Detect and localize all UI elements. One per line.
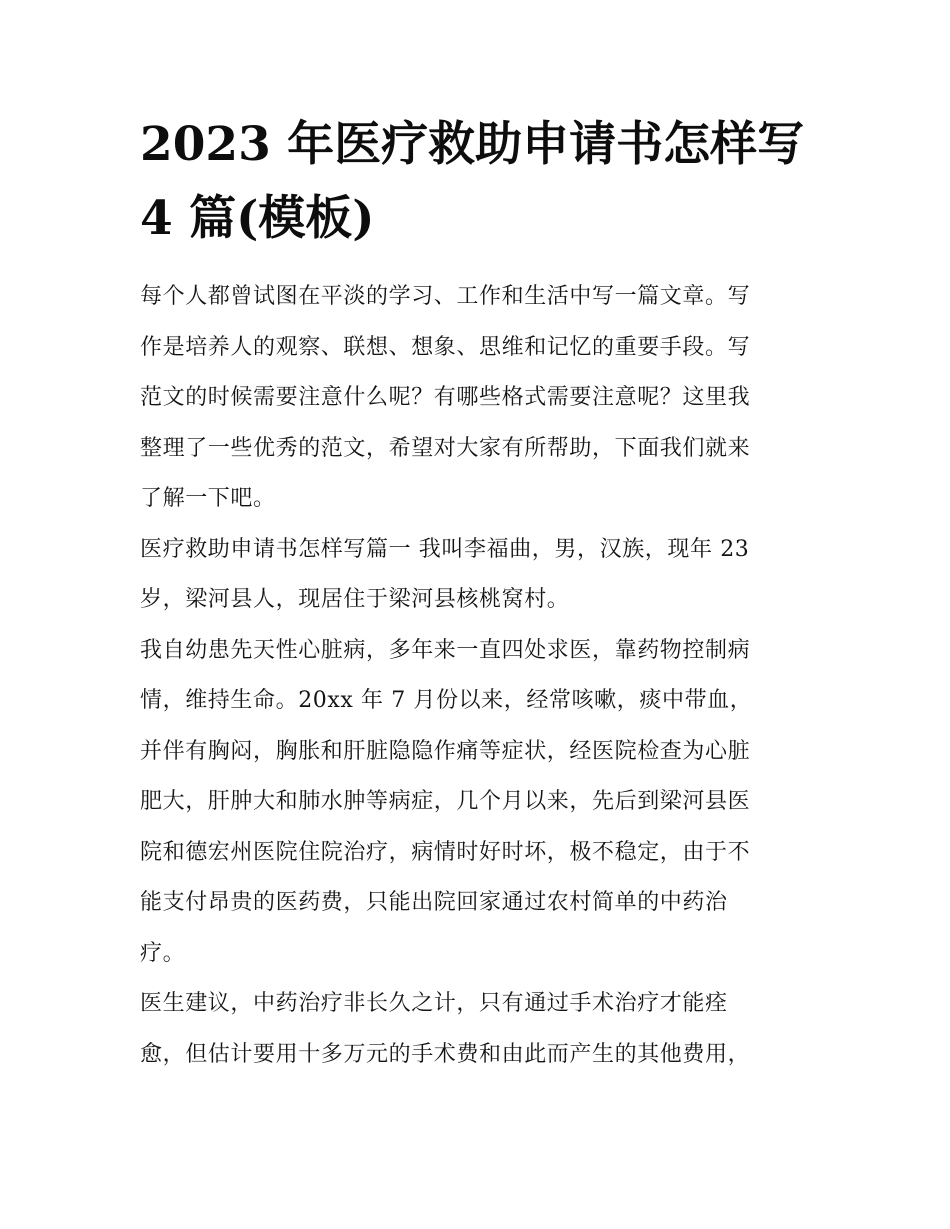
text-line: 能支付昂贵的医药费，只能出院回家通过农村简单的中药治	[140, 890, 728, 915]
applicant-info-paragraph	[140, 525, 820, 626]
text-line: 院和德宏州医院住院治疗，病情时好时坏，极不稳定，由于不	[140, 839, 751, 865]
text-line: 每个人都曾试图在平淡的学习、工作和生活中写一篇文章。写	[140, 284, 751, 309]
text-line: 医疗救助申请书怎样写篇一 我叫李福曲，男，汉族，现年 23	[140, 536, 750, 562]
medical-history-paragraph	[140, 626, 820, 980]
text-line: 愈，但估计要用十多万元的手术费和由此而产生的其他费用，	[140, 1041, 751, 1067]
text-line: 医生建议，中药治疗非长久之计，只有通过手术治疗才能痊	[140, 991, 728, 1016]
text-line: 并伴有胸闷，胸胀和肝脏隐隐作痛等症状，经医院检查为心脏	[140, 738, 751, 764]
text-line: 岁，梁河县人，现居住于梁河县核桃窝村。	[140, 587, 570, 612]
document-title	[140, 108, 820, 256]
title-line: 2023 年医疗救助申请书怎样写	[140, 117, 805, 172]
text-line: 我自幼患先天性心脏病，多年来一直四处求医，靠药物控制病	[140, 637, 751, 663]
title-line: 4 篇(模板)	[140, 191, 375, 246]
text-line: 了解一下吧。	[140, 486, 276, 511]
text-line: 肥大，肝肿大和肺水肿等病症，几个月以来，先后到梁河县医	[140, 789, 751, 814]
text-line: 整理了一些优秀的范文，希望对大家有所帮助，下面我们就来	[140, 435, 751, 461]
text-line: 疗。	[140, 940, 186, 966]
intro-paragraph	[140, 272, 820, 525]
document-content	[140, 108, 820, 1080]
treatment-advice-paragraph	[140, 979, 820, 1080]
text-line: 范文的时候需要注意什么呢？有哪些格式需要注意呢？这里我	[140, 385, 751, 410]
text-line: 情，维持生命。20xx 年 7 月份以来，经常咳嗽，痰中带血，	[140, 688, 753, 713]
text-line: 作是培养人的观察、联想、想象、思维和记忆的重要手段。写	[140, 334, 751, 360]
